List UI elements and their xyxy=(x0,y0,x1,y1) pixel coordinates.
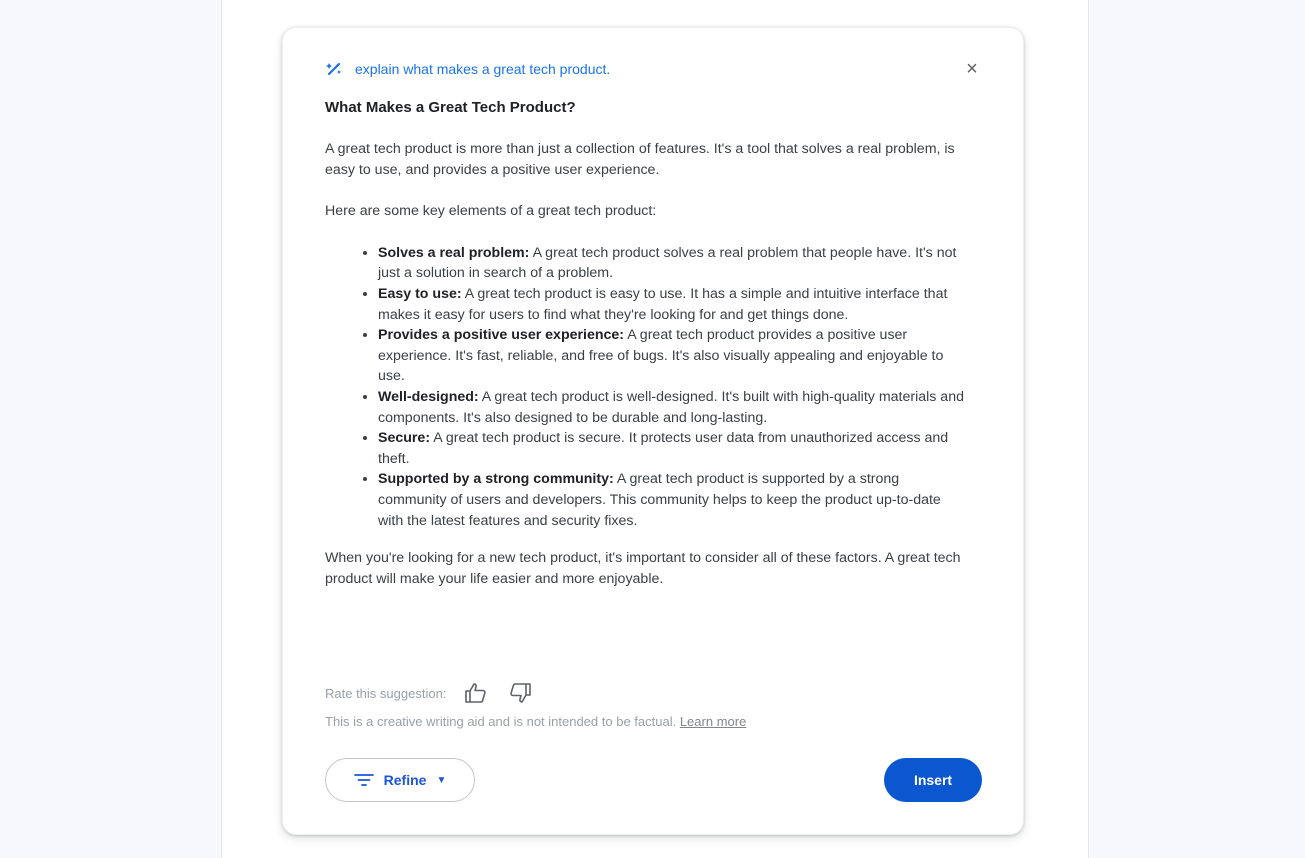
insert-label: Insert xyxy=(913,772,953,788)
list-item-term: Provides a positive user experience: xyxy=(378,327,625,344)
close-button[interactable] xyxy=(959,56,985,82)
prompt-row xyxy=(325,59,610,79)
response-intro: A great tech product is more than just a collection of features. It's a tool that solves a real problem, is easy to use, and provides a positive user experience. xyxy=(325,141,955,178)
response-conclusion: When you're looking for a new tech product, it's important to consider all of these factors. A great tech product will make your life easier and more enjoyable. xyxy=(325,550,961,587)
response-lead: Here are some key elements of a great tech product: xyxy=(325,203,657,220)
thumbs-down-button[interactable] xyxy=(506,680,534,706)
chevron-down-icon: ▼ xyxy=(436,774,447,786)
thumbs-down-icon xyxy=(508,681,532,705)
response-title: What Makes a Great Tech Product? xyxy=(325,99,576,116)
learn-more-link[interactable]: Learn more xyxy=(679,714,747,729)
prompt-text: explain what makes a great tech product. xyxy=(355,61,611,77)
thumbs-up-button[interactable] xyxy=(462,680,490,706)
close-icon: × xyxy=(966,57,978,80)
disclaimer-text: This is a creative writing aid and is not intended to be factual. xyxy=(325,714,677,729)
help-me-write-panel xyxy=(282,27,1024,835)
list-item xyxy=(378,387,965,428)
disclaimer xyxy=(325,714,746,729)
thumbs-up-icon xyxy=(464,681,488,705)
list-item-term: Supported by a strong community: xyxy=(378,471,614,488)
list-item-term: Secure: xyxy=(378,430,431,447)
list-item xyxy=(378,325,965,387)
list-item xyxy=(378,243,965,284)
list-item-term: Well-designed: xyxy=(378,388,479,405)
response-body xyxy=(325,98,965,610)
list-item-text: A great tech product provides a positive user experience. It's fast, reliable, and free of bugs. It's also visually appealing and enjoyable to use. xyxy=(378,327,944,385)
rate-label: Rate this suggestion: xyxy=(325,685,447,701)
insert-button[interactable] xyxy=(884,758,982,802)
list-item-text: A great tech product solves a real problem that people have. It's not just a solution in search of a problem. xyxy=(378,244,957,282)
rating-row xyxy=(325,680,534,706)
list-item-term: Solves a real problem: xyxy=(378,244,530,261)
list-item xyxy=(378,469,965,531)
list-item-term: Easy to use: xyxy=(378,285,462,302)
refine-button[interactable] xyxy=(325,758,475,802)
pen-sparkle-icon xyxy=(325,60,343,78)
list-item-text: A great tech product is supported by a strong community of users and developers. This community helps to keep the product up-to-date with the latest features and security fixes. xyxy=(378,471,941,529)
list-item-text: A great tech product is well-designed. It's built with high-quality materials and components. It's also designed to be durable and long-lasting. xyxy=(378,388,964,426)
key-elements-list xyxy=(325,243,965,531)
list-item-text: A great tech product is easy to use. It has a simple and intuitive interface that makes it easy for users to find what they're looking for and get things done. xyxy=(378,285,948,323)
filter-icon xyxy=(354,772,374,788)
list-item xyxy=(378,428,965,469)
list-item-text: A great tech product is secure. It protects user data from unauthorized access and theft. xyxy=(378,430,949,467)
refine-label: Refine xyxy=(383,772,427,788)
list-item xyxy=(378,284,965,325)
